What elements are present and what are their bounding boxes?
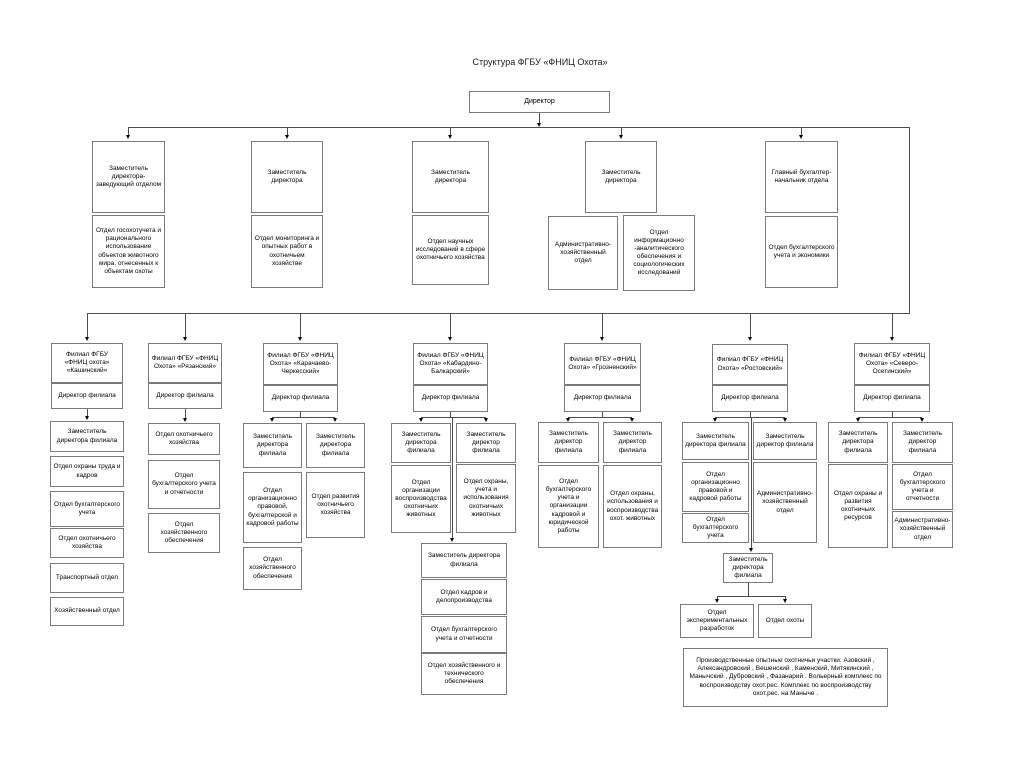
filial1-unit-box: Хозяйственный отдел <box>50 597 124 626</box>
filial1-director-box: Директор филиала <box>51 383 123 409</box>
connector-line <box>450 313 451 337</box>
arrow-down <box>448 337 452 341</box>
filial5-director-box: Директор филиала <box>564 385 641 412</box>
filial7-name-box: Филиал ФГБУ «ФНИЦ Охота» «Северо- Осетинский» <box>854 343 930 385</box>
arrow-down <box>183 337 187 341</box>
connector-line <box>185 313 186 337</box>
arrow-down <box>600 337 604 341</box>
filial3-unit-box: Отдел развития охотничьего хозяйства <box>306 472 365 538</box>
filial6-note-box: Производственные опытные охотничьи участки: Азовский , Александровский , Вешенский , Каменский, Митякинский , Манычский , Дубровский , Фазанарий . Вольерный комплекс по воспроизводству охот.рес. Комплекс по воспроизводству охот.рес. на Маныче . <box>683 648 888 707</box>
filial2-unit-box: Отдел бухгалтерского учета и отчетности <box>148 460 220 509</box>
filial6-unit-box: Отдел охоты <box>758 604 812 638</box>
filial6-unit-box: Отдел экспериментальных разработок <box>680 604 754 638</box>
connector-line <box>185 409 186 418</box>
arrow-down <box>484 418 488 422</box>
connector-line <box>748 583 749 596</box>
connector-line <box>452 417 453 538</box>
chart-title: Структура ФГБУ «ФНИЦ Охота» <box>472 57 608 67</box>
arrow-down <box>298 337 302 341</box>
connector-line <box>892 313 893 337</box>
filial7-unit-box: Заместитель директора филиала <box>828 422 888 463</box>
arrow-down <box>270 418 274 422</box>
filial7-unit-box: Административно- хозяйственный отдел <box>892 511 953 548</box>
filial1-unit-box: Транспортный отдел <box>50 563 124 593</box>
filial3-unit-box: Заместитель директора филиала <box>243 423 302 468</box>
connector-line <box>539 113 540 123</box>
connector-line <box>751 417 752 548</box>
deputy2-dept-box: Отдел мониторинга и опытных работ в охотничьем хозяйстве <box>251 215 323 288</box>
filial3-unit-box: Заместитель директора филиала <box>306 423 365 468</box>
connector-line <box>87 409 88 416</box>
arrow-down <box>85 337 89 341</box>
filial3-unit-box: Отдел организационно правовой, бухгалтерской и кадровой работы <box>243 472 302 543</box>
arrow-down <box>419 418 423 422</box>
filial6-unit-box: Административно- хозяйственный отдел <box>753 462 817 543</box>
director-box: Директор <box>469 91 610 113</box>
arrow-down <box>450 538 454 542</box>
filial1-unit-box: Отдел охотничьего хозяйства <box>50 528 124 558</box>
filial4-unit-box: Заместитель директора филиала <box>421 543 507 578</box>
connector-line <box>909 127 910 313</box>
filial4-unit-box: Заместитель директор филиала <box>456 423 516 463</box>
filial1-unit-box: Отдел охраны труда и кадров <box>50 456 124 487</box>
filial7-unit-box: Заместитель директор филиала <box>892 422 953 463</box>
deputy4-dept-b-box: Отдел информационно -аналитического обеспечения и социологических исследований <box>623 215 695 291</box>
arrow-down <box>333 418 337 422</box>
arrow-down <box>715 599 719 603</box>
connector-line <box>87 313 88 337</box>
filial5-unit-box: Отдел бухгалтерского учета и организации кадровой и юридической работы <box>538 465 599 548</box>
filial5-unit-box: Заместитель директор филиала <box>538 422 599 463</box>
filial2-director-box: Директор филиала <box>148 383 222 409</box>
connector-line <box>717 596 785 597</box>
filial4-unit-box: Отдел кадров и делопроизводства <box>421 579 507 615</box>
connector-line <box>621 127 622 135</box>
filial4-unit-box: Отдел хозяйственного и технического обеспечения <box>421 653 507 695</box>
arrow-down <box>126 135 130 139</box>
filial1-name-box: Филиал ФГБУ «ФНИЦ охота» «Кашинский» <box>51 343 123 383</box>
filial2-unit-box: Отдел хозяйственного обеспечения <box>148 513 220 553</box>
arrow-down <box>748 337 752 341</box>
deputy1-dept-box: Отдел госохотучета и рационального использование объектов животного мира, отнесенных к объектам охоты <box>92 215 165 288</box>
connector-line <box>421 417 486 418</box>
deputy3-box: Заместитель директора <box>412 141 489 213</box>
filial6-unit-box: Заместитель директора филиала <box>682 422 749 460</box>
arrow-down <box>890 337 894 341</box>
connector-line <box>801 127 802 135</box>
filial7-unit-box: Отдел охраны и развития охотничьих ресурсов <box>828 464 888 548</box>
arrow-down <box>448 135 452 139</box>
deputy2-box: Заместитель директора <box>251 141 323 213</box>
connector-line <box>272 417 335 418</box>
filial5-name-box: Филиал ФГБУ «ФНИЦ Охота» «Грозненский» <box>564 343 641 385</box>
deputy3-dept-box: Отдел научных исследований в сфере охотничьего хозяйства <box>412 215 489 285</box>
arrow-down <box>799 135 803 139</box>
connector-line <box>128 127 129 135</box>
filial5-unit-box: Заместитель директор филиала <box>603 422 662 463</box>
connector-line <box>87 313 910 314</box>
filial1-unit-box: Заместитель директора филиала <box>50 421 124 452</box>
connector-line <box>568 417 632 418</box>
arrow-down <box>85 416 89 420</box>
deputy1-box: Заместитель директора- заведующий отделом <box>92 141 165 213</box>
arrow-down <box>285 135 289 139</box>
connector-line <box>715 417 785 418</box>
filial2-name-box: Филиал ФГБУ «ФНИЦ Охота» «Рязанский» <box>148 343 222 383</box>
filial3-name-box: Филиал ФГБУ «ФНИЦ Охота» «Карачаево- Черкесский» <box>263 343 338 385</box>
connector-line <box>450 127 451 135</box>
connector-line <box>602 313 603 337</box>
chief-accountant-box: Главный бухгалтер- начальник отдела <box>765 141 838 213</box>
filial4-name-box: Филиал ФГБУ «ФНИЦ Охота» «Кабардино- Балкарский» <box>413 343 488 385</box>
connector-line <box>128 127 910 128</box>
filial6-unit-box: Отдел организационно правовой и кадровой работы <box>682 462 749 512</box>
filial4-unit-box: Отдел охраны, учета и использования охотничьих животных <box>456 464 516 533</box>
connector-line <box>750 313 751 337</box>
arrow-down <box>783 599 787 603</box>
filial3-unit-box: Отдел хозяйственного обеспечения <box>243 547 302 590</box>
filial2-unit-box: Отдел охотничьего хозяйства <box>148 423 220 455</box>
deputy4-dept-a-box: Административно- хозяйственный отдел <box>548 216 618 290</box>
connector-line <box>287 127 288 135</box>
chief-accountant-dept-box: Отдел бухгалтерского учета и экономики <box>765 216 838 288</box>
filial4-unit-box: Заместитель директора филиала <box>391 423 451 463</box>
arrow-down <box>619 135 623 139</box>
filial6-unit-box: Заместитель директор филиала <box>753 422 817 460</box>
filial1-unit-box: Отдел бухгалтерского учета <box>50 491 124 527</box>
filial7-unit-box: Отдел бухгалтерского учета и отчетности <box>892 464 953 510</box>
filial6-unit-box: Отдел бухгалтерского учета <box>682 513 749 543</box>
filial4-unit-box: Отдел организации воспроизводства охотничьих животных <box>391 465 451 533</box>
connector-line <box>300 313 301 337</box>
filial6-director-box: Директор филиала <box>712 385 788 412</box>
arrow-down <box>183 418 187 422</box>
filial5-unit-box: Отдел охраны, использования и воспроизводства охот. животных <box>603 465 662 548</box>
filial4-unit-box: Отдел бухгалтерского учета и отчетности <box>421 616 507 653</box>
connector-line <box>858 417 922 418</box>
filial7-director-box: Директор филиала <box>854 385 930 412</box>
filial6-name-box: Филиал ФГБУ «ФНИЦ Охота» «Ростовский» <box>712 344 788 385</box>
filial3-director-box: Директор филиала <box>263 385 338 412</box>
arrow-down <box>749 548 753 552</box>
filial4-director-box: Директор филиала <box>413 385 488 412</box>
deputy4-box: Заместитель директора <box>585 141 657 213</box>
filial6-unit-box: Заместитель директора филиала <box>723 553 773 583</box>
